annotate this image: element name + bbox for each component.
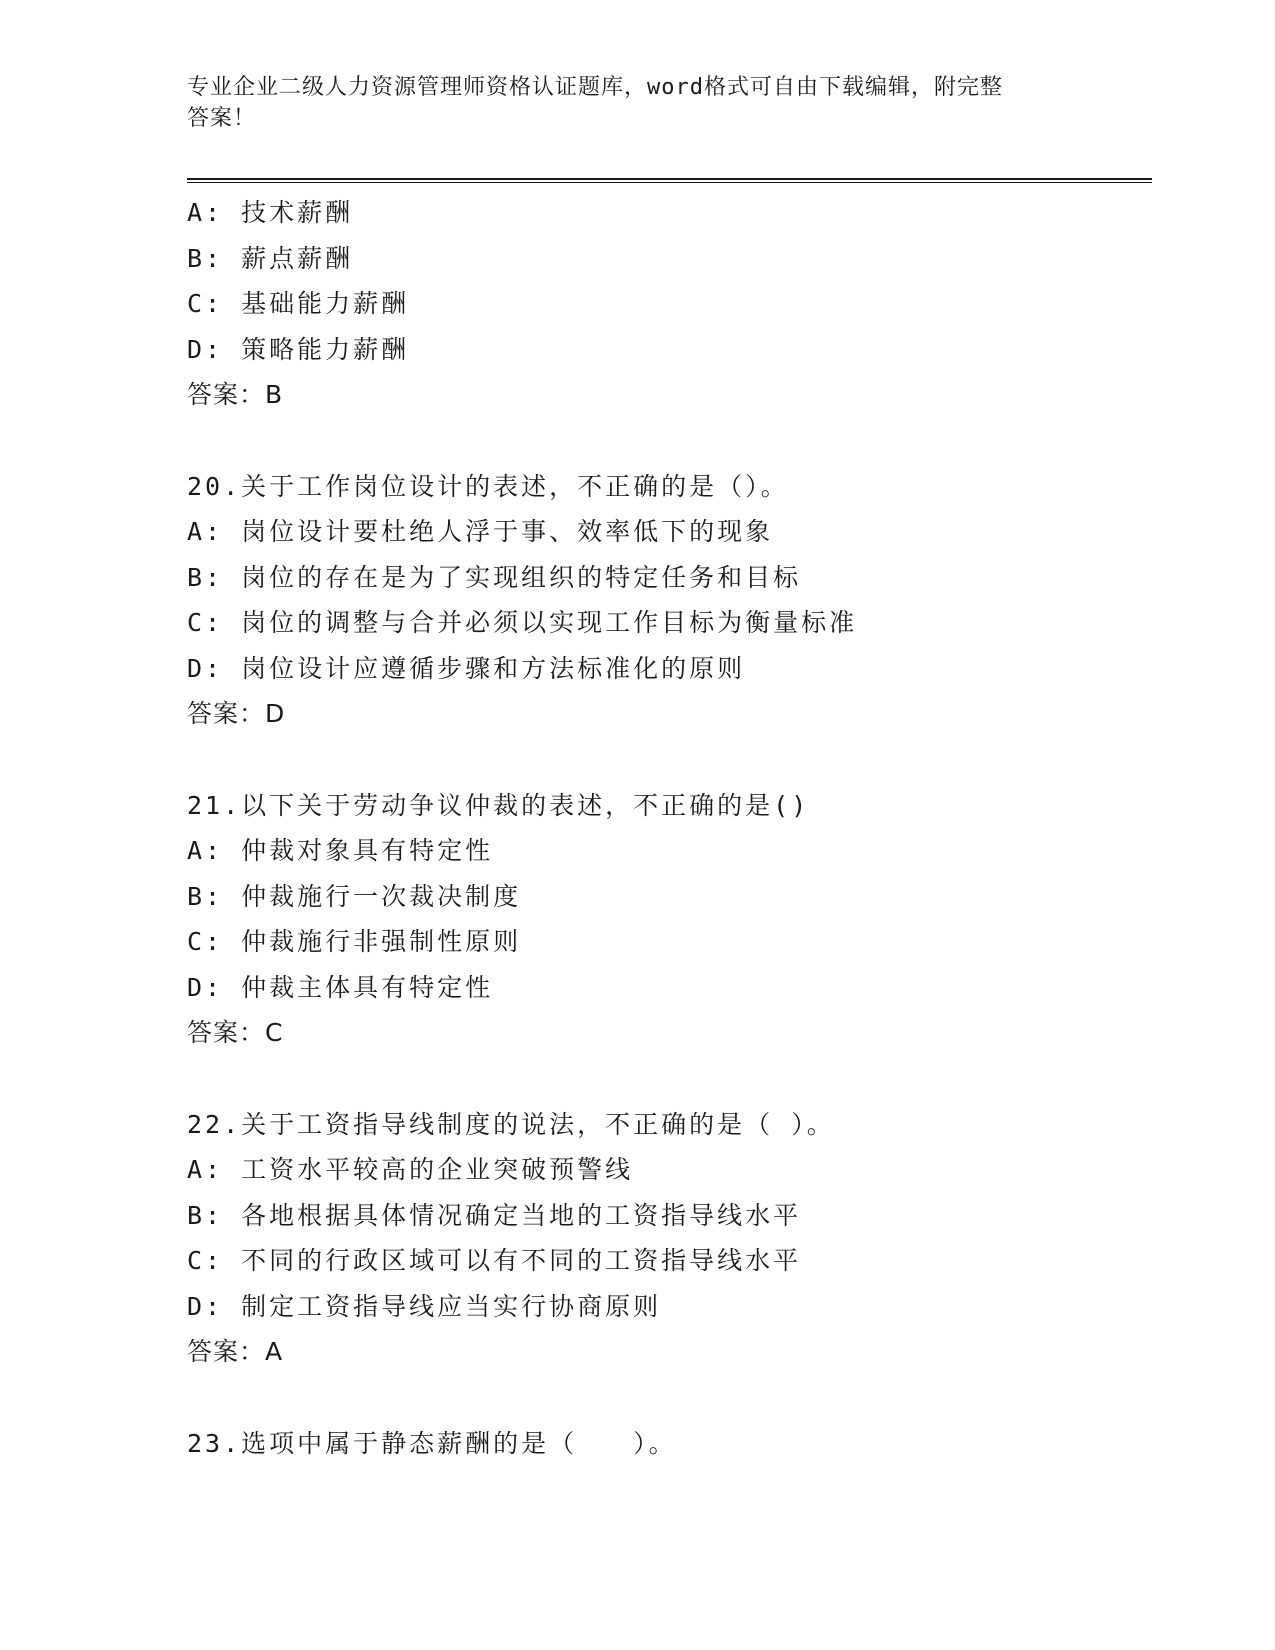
option-d: D: 岗位设计应遵循步骤和方法标准化的原则: [187, 653, 746, 683]
option-c: C: 不同的行政区域可以有不同的工资指导线水平: [187, 1246, 802, 1275]
option-b: B: 各地根据具体情况确定当地的工资指导线水平: [187, 1200, 802, 1230]
question-22: [187, 1102, 1147, 1375]
answer-line: 答案：B: [187, 380, 284, 409]
question-21: [187, 783, 1147, 1056]
option-b: B: 薪点薪酬: [187, 243, 354, 273]
header-divider: [187, 178, 1152, 184]
option-a: A: 岗位设计要杜绝人浮于事、效率低下的现象: [187, 517, 774, 546]
question-stem: 20.关于工作岗位设计的表述，不正确的是（）。: [187, 471, 789, 501]
question-stem: 22.关于工资指导线制度的说法，不正确的是（ ）。: [187, 1109, 835, 1139]
question-list: [187, 190, 1147, 1466]
question-19: [187, 190, 1147, 418]
question-stem: 23.选项中属于静态薪酬的是（ ）。: [187, 1428, 677, 1458]
answer-line: 答案：C: [187, 1018, 284, 1047]
option-c: C: 基础能力薪酬: [187, 289, 410, 318]
option-d: D: 制定工资指导线应当实行协商原则: [187, 1291, 662, 1321]
option-a: A: 工资水平较高的企业突破预警线: [187, 1155, 634, 1184]
option-a: A: 仲裁对象具有特定性: [187, 836, 494, 865]
answer-line: 答案：A: [187, 1337, 284, 1366]
option-b: B: 仲裁施行一次裁决制度: [187, 881, 522, 911]
question-stem: 21.以下关于劳动争议仲裁的表述，不正确的是(): [187, 790, 810, 820]
header-line-2: 答案！: [187, 106, 257, 131]
option-d: D: 策略能力薪酬: [187, 334, 410, 364]
question-20: [187, 464, 1147, 737]
option-b: B: 岗位的存在是为了实现组织的特定任务和目标: [187, 562, 802, 592]
option-d: D: 仲裁主体具有特定性: [187, 972, 494, 1002]
question-23: [187, 1421, 1147, 1467]
header-line-1: 专业企业二级人力资源管理师资格认证题库，word格式可自由下载编辑，附完整: [187, 75, 1003, 100]
option-c: C: 岗位的调整与合并必须以实现工作目标为衡量标准: [187, 608, 858, 637]
answer-line: 答案：D: [187, 699, 286, 728]
option-c: C: 仲裁施行非强制性原则: [187, 927, 522, 956]
document-header: [187, 72, 1067, 134]
option-a: A: 技术薪酬: [187, 198, 354, 227]
